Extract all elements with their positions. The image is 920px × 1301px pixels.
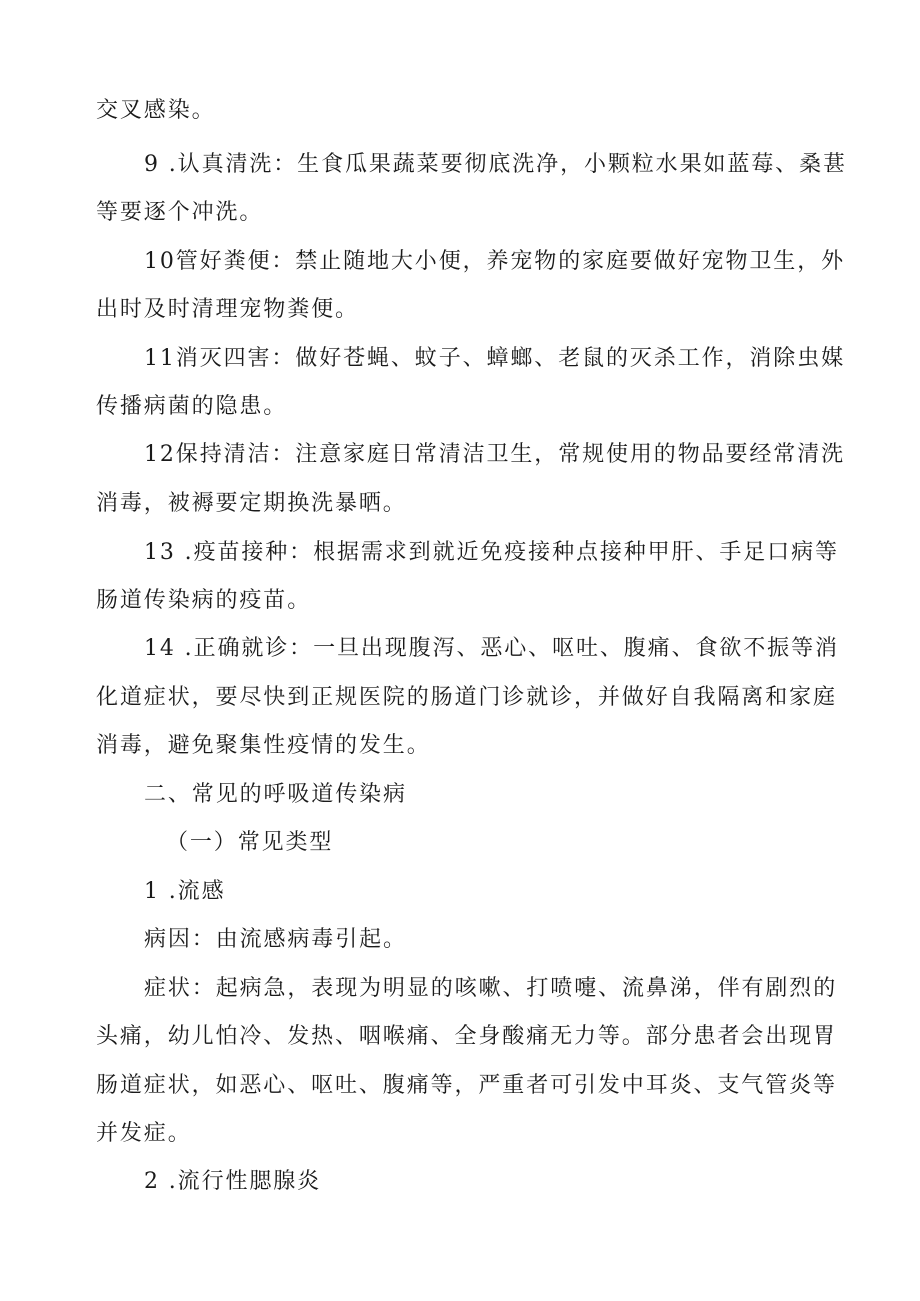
cause-line: 病因：由流感病毒引起。 bbox=[144, 927, 407, 952]
section-heading: 二、常见的呼吸道传染病 bbox=[144, 782, 407, 807]
subsection-heading: （一）常见类型 bbox=[166, 830, 334, 855]
text-line: 等要逐个冲洗。 bbox=[96, 200, 264, 225]
list-item-11: 11消灭四害：做好苍蝇、蚊子、蟑螂、老鼠的灭杀工作，消除虫媒 bbox=[144, 346, 845, 371]
text-line: 消毒，避免聚集性疫情的发生。 bbox=[96, 733, 431, 758]
list-item-14: 14 .正确就诊：一旦出现腹泻、恶心、呕吐、腹痛、食欲不振等消 bbox=[144, 636, 839, 661]
text-line: 并发症。 bbox=[96, 1121, 192, 1146]
text-line: 消毒，被褥要定期换洗暴晒。 bbox=[96, 491, 407, 516]
item-heading-flu: 1 .流感 bbox=[144, 879, 226, 904]
list-item-10: 10管好粪便：禁止随地大小便，养宠物的家庭要做好宠物卫生，外 bbox=[144, 249, 845, 274]
item-heading-mumps: 2 .流行性腮腺炎 bbox=[144, 1169, 322, 1194]
list-item-9: 9 .认真清洗：生食瓜果蔬菜要彻底洗净，小颗粒水果如蓝莓、桑葚 bbox=[144, 152, 847, 177]
list-item-13: 13 .疫苗接种：根据需求到就近免疫接种点接种甲肝、手足口病等 bbox=[144, 540, 839, 565]
text-line: 肠道传染病的疫苗。 bbox=[96, 588, 312, 613]
text-line: 传播病菌的隐患。 bbox=[96, 394, 288, 419]
text-line: 头痛，幼儿怕冷、发热、咽喉痛、全身酸痛无力等。部分患者会出现胃 bbox=[96, 1024, 837, 1049]
text-line: 肠道症状，如恶心、呕吐、腹痛等，严重者可引发中耳炎、支气管炎等 bbox=[96, 1073, 837, 1098]
text-line: 化道症状，要尽快到正规医院的肠道门诊就诊，并做好自我隔离和家庭 bbox=[96, 685, 837, 710]
symptom-line: 症状：起病急，表现为明显的咳嗽、打喷嚏、流鼻涕，伴有剧烈的 bbox=[144, 976, 838, 1001]
text-line: 交叉感染。 bbox=[96, 98, 216, 123]
text-line: 出时及时清理宠物粪便。 bbox=[96, 297, 359, 322]
list-item-12: 12保持清洁：注意家庭日常清洁卫生，常规使用的物品要经常清洗 bbox=[144, 442, 845, 467]
